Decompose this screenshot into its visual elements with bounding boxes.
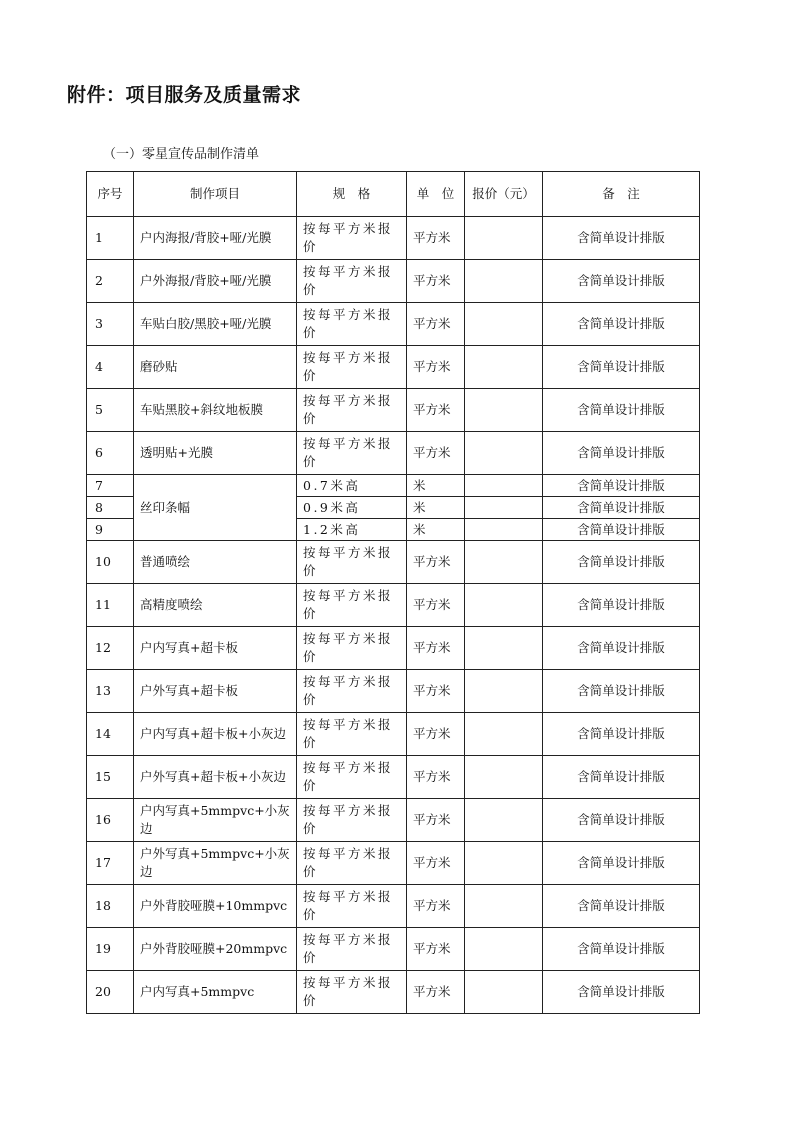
row-item: 户外写真+5mmpvc+小灰边 [134, 842, 297, 885]
row-note: 含简单设计排版 [543, 584, 700, 627]
row-note: 含简单设计排版 [543, 756, 700, 799]
row-note: 含简单设计排版 [543, 627, 700, 670]
row-spec: 0.9米高 [297, 497, 407, 519]
row-item: 普通喷绘 [134, 541, 297, 584]
header-no: 序号 [87, 172, 134, 217]
row-number: 8 [87, 497, 134, 519]
row-number: 6 [87, 432, 134, 475]
row-spec: 按每平方米报价 [297, 346, 407, 389]
row-unit: 平方米 [407, 756, 465, 799]
row-unit: 平方米 [407, 217, 465, 260]
table-row [87, 971, 700, 1014]
row-item: 车贴白胶/黑胶+哑/光膜 [134, 303, 297, 346]
row-spec: 按每平方米报价 [297, 885, 407, 928]
row-number: 20 [87, 971, 134, 1014]
row-note: 含简单设计排版 [543, 497, 700, 519]
row-number: 5 [87, 389, 134, 432]
row-price[interactable] [465, 475, 543, 497]
row-note: 含简单设计排版 [543, 346, 700, 389]
row-price[interactable] [465, 885, 543, 928]
row-number: 11 [87, 584, 134, 627]
page-title: 附件：项目服务及质量需求 [67, 84, 302, 106]
row-unit: 平方米 [407, 584, 465, 627]
table-header-row [87, 172, 700, 217]
table-row [87, 799, 700, 842]
row-number: 19 [87, 928, 134, 971]
row-spec: 按每平方米报价 [297, 303, 407, 346]
row-item: 户外写真+超卡板 [134, 670, 297, 713]
row-price[interactable] [465, 541, 543, 584]
row-number: 16 [87, 799, 134, 842]
row-unit: 平方米 [407, 303, 465, 346]
row-price[interactable] [465, 842, 543, 885]
row-item: 高精度喷绘 [134, 584, 297, 627]
row-note: 含简单设计排版 [543, 541, 700, 584]
row-unit: 米 [407, 475, 465, 497]
table-row [87, 842, 700, 885]
row-number: 14 [87, 713, 134, 756]
row-spec: 0.7米高 [297, 475, 407, 497]
row-unit: 平方米 [407, 928, 465, 971]
table-row [87, 584, 700, 627]
row-unit: 平方米 [407, 713, 465, 756]
table-row [87, 260, 700, 303]
row-price[interactable] [465, 799, 543, 842]
row-spec: 按每平方米报价 [297, 928, 407, 971]
row-price[interactable] [465, 303, 543, 346]
row-unit: 米 [407, 519, 465, 541]
row-spec: 按每平方米报价 [297, 670, 407, 713]
row-item: 户内写真+超卡板+小灰边 [134, 713, 297, 756]
row-unit: 平方米 [407, 842, 465, 885]
row-item: 户内写真+超卡板 [134, 627, 297, 670]
row-price[interactable] [465, 627, 543, 670]
row-number: 9 [87, 519, 134, 541]
header-spec: 规 格 [297, 172, 407, 217]
row-unit: 平方米 [407, 260, 465, 303]
row-number: 3 [87, 303, 134, 346]
header-item: 制作项目 [134, 172, 297, 217]
row-price[interactable] [465, 389, 543, 432]
row-number: 1 [87, 217, 134, 260]
row-spec: 按每平方米报价 [297, 627, 407, 670]
row-unit: 平方米 [407, 389, 465, 432]
row-note: 含简单设计排版 [543, 217, 700, 260]
row-price[interactable] [465, 713, 543, 756]
row-note: 含简单设计排版 [543, 475, 700, 497]
row-spec: 1.2米高 [297, 519, 407, 541]
table-body [87, 217, 700, 1014]
table-row [87, 475, 700, 497]
row-number: 10 [87, 541, 134, 584]
row-unit: 平方米 [407, 346, 465, 389]
row-note: 含简单设计排版 [543, 303, 700, 346]
row-number: 12 [87, 627, 134, 670]
row-price[interactable] [465, 584, 543, 627]
row-item: 户内海报/背胶+哑/光膜 [134, 217, 297, 260]
table-row [87, 928, 700, 971]
row-number: 15 [87, 756, 134, 799]
row-spec: 按每平方米报价 [297, 217, 407, 260]
table-row [87, 389, 700, 432]
table-row [87, 885, 700, 928]
table-row [87, 541, 700, 584]
row-item: 户外写真+超卡板+小灰边 [134, 756, 297, 799]
row-number: 4 [87, 346, 134, 389]
row-price[interactable] [465, 432, 543, 475]
row-note: 含简单设计排版 [543, 389, 700, 432]
row-unit: 平方米 [407, 541, 465, 584]
row-price[interactable] [465, 217, 543, 260]
table-row [87, 346, 700, 389]
row-note: 含简单设计排版 [543, 713, 700, 756]
table-row [87, 627, 700, 670]
row-spec: 按每平方米报价 [297, 541, 407, 584]
row-number: 13 [87, 670, 134, 713]
row-note: 含简单设计排版 [543, 928, 700, 971]
row-note: 含简单设计排版 [543, 670, 700, 713]
row-unit: 平方米 [407, 432, 465, 475]
row-price[interactable] [465, 756, 543, 799]
row-number: 2 [87, 260, 134, 303]
row-number: 7 [87, 475, 134, 497]
row-note: 含简单设计排版 [543, 842, 700, 885]
row-item: 车贴黑胶+斜纹地板膜 [134, 389, 297, 432]
row-note: 含简单设计排版 [543, 799, 700, 842]
header-note: 备 注 [543, 172, 700, 217]
header-unit: 单 位 [407, 172, 465, 217]
row-number: 17 [87, 842, 134, 885]
row-note: 含简单设计排版 [543, 519, 700, 541]
row-item: 户外背胶哑膜+20mmpvc [134, 928, 297, 971]
row-note: 含简单设计排版 [543, 885, 700, 928]
row-unit: 米 [407, 497, 465, 519]
table-row [87, 217, 700, 260]
row-spec: 按每平方米报价 [297, 842, 407, 885]
row-unit: 平方米 [407, 885, 465, 928]
row-price[interactable] [465, 519, 543, 541]
row-unit: 平方米 [407, 670, 465, 713]
row-price[interactable] [465, 971, 543, 1014]
row-price[interactable] [465, 497, 543, 519]
table-row [87, 670, 700, 713]
row-spec: 按每平方米报价 [297, 584, 407, 627]
row-unit: 平方米 [407, 799, 465, 842]
row-price[interactable] [465, 670, 543, 713]
row-item: 透明贴+光膜 [134, 432, 297, 475]
row-spec: 按每平方米报价 [297, 799, 407, 842]
row-price[interactable] [465, 260, 543, 303]
row-price[interactable] [465, 928, 543, 971]
row-spec: 按每平方米报价 [297, 756, 407, 799]
row-note: 含简单设计排版 [543, 971, 700, 1014]
row-item: 户内写真+5mmpvc [134, 971, 297, 1014]
production-list-table [86, 171, 700, 1014]
row-unit: 平方米 [407, 971, 465, 1014]
row-item: 户外海报/背胶+哑/光膜 [134, 260, 297, 303]
row-unit: 平方米 [407, 627, 465, 670]
row-item-banner: 丝印条幅 [134, 475, 297, 541]
row-spec: 按每平方米报价 [297, 260, 407, 303]
row-spec: 按每平方米报价 [297, 713, 407, 756]
row-spec: 按每平方米报价 [297, 971, 407, 1014]
row-item: 磨砂贴 [134, 346, 297, 389]
section-title: （一）零星宣传品制作清单 [103, 147, 260, 162]
row-note: 含简单设计排版 [543, 260, 700, 303]
row-note: 含简单设计排版 [543, 432, 700, 475]
table-row [87, 713, 700, 756]
row-spec: 按每平方米报价 [297, 432, 407, 475]
header-price: 报价（元） [465, 172, 543, 217]
row-price[interactable] [465, 346, 543, 389]
row-spec: 按每平方米报价 [297, 389, 407, 432]
table-row [87, 432, 700, 475]
row-item: 户外背胶哑膜+10mmpvc [134, 885, 297, 928]
row-number: 18 [87, 885, 134, 928]
table-row [87, 756, 700, 799]
table-row [87, 303, 700, 346]
row-item: 户内写真+5mmpvc+小灰边 [134, 799, 297, 842]
